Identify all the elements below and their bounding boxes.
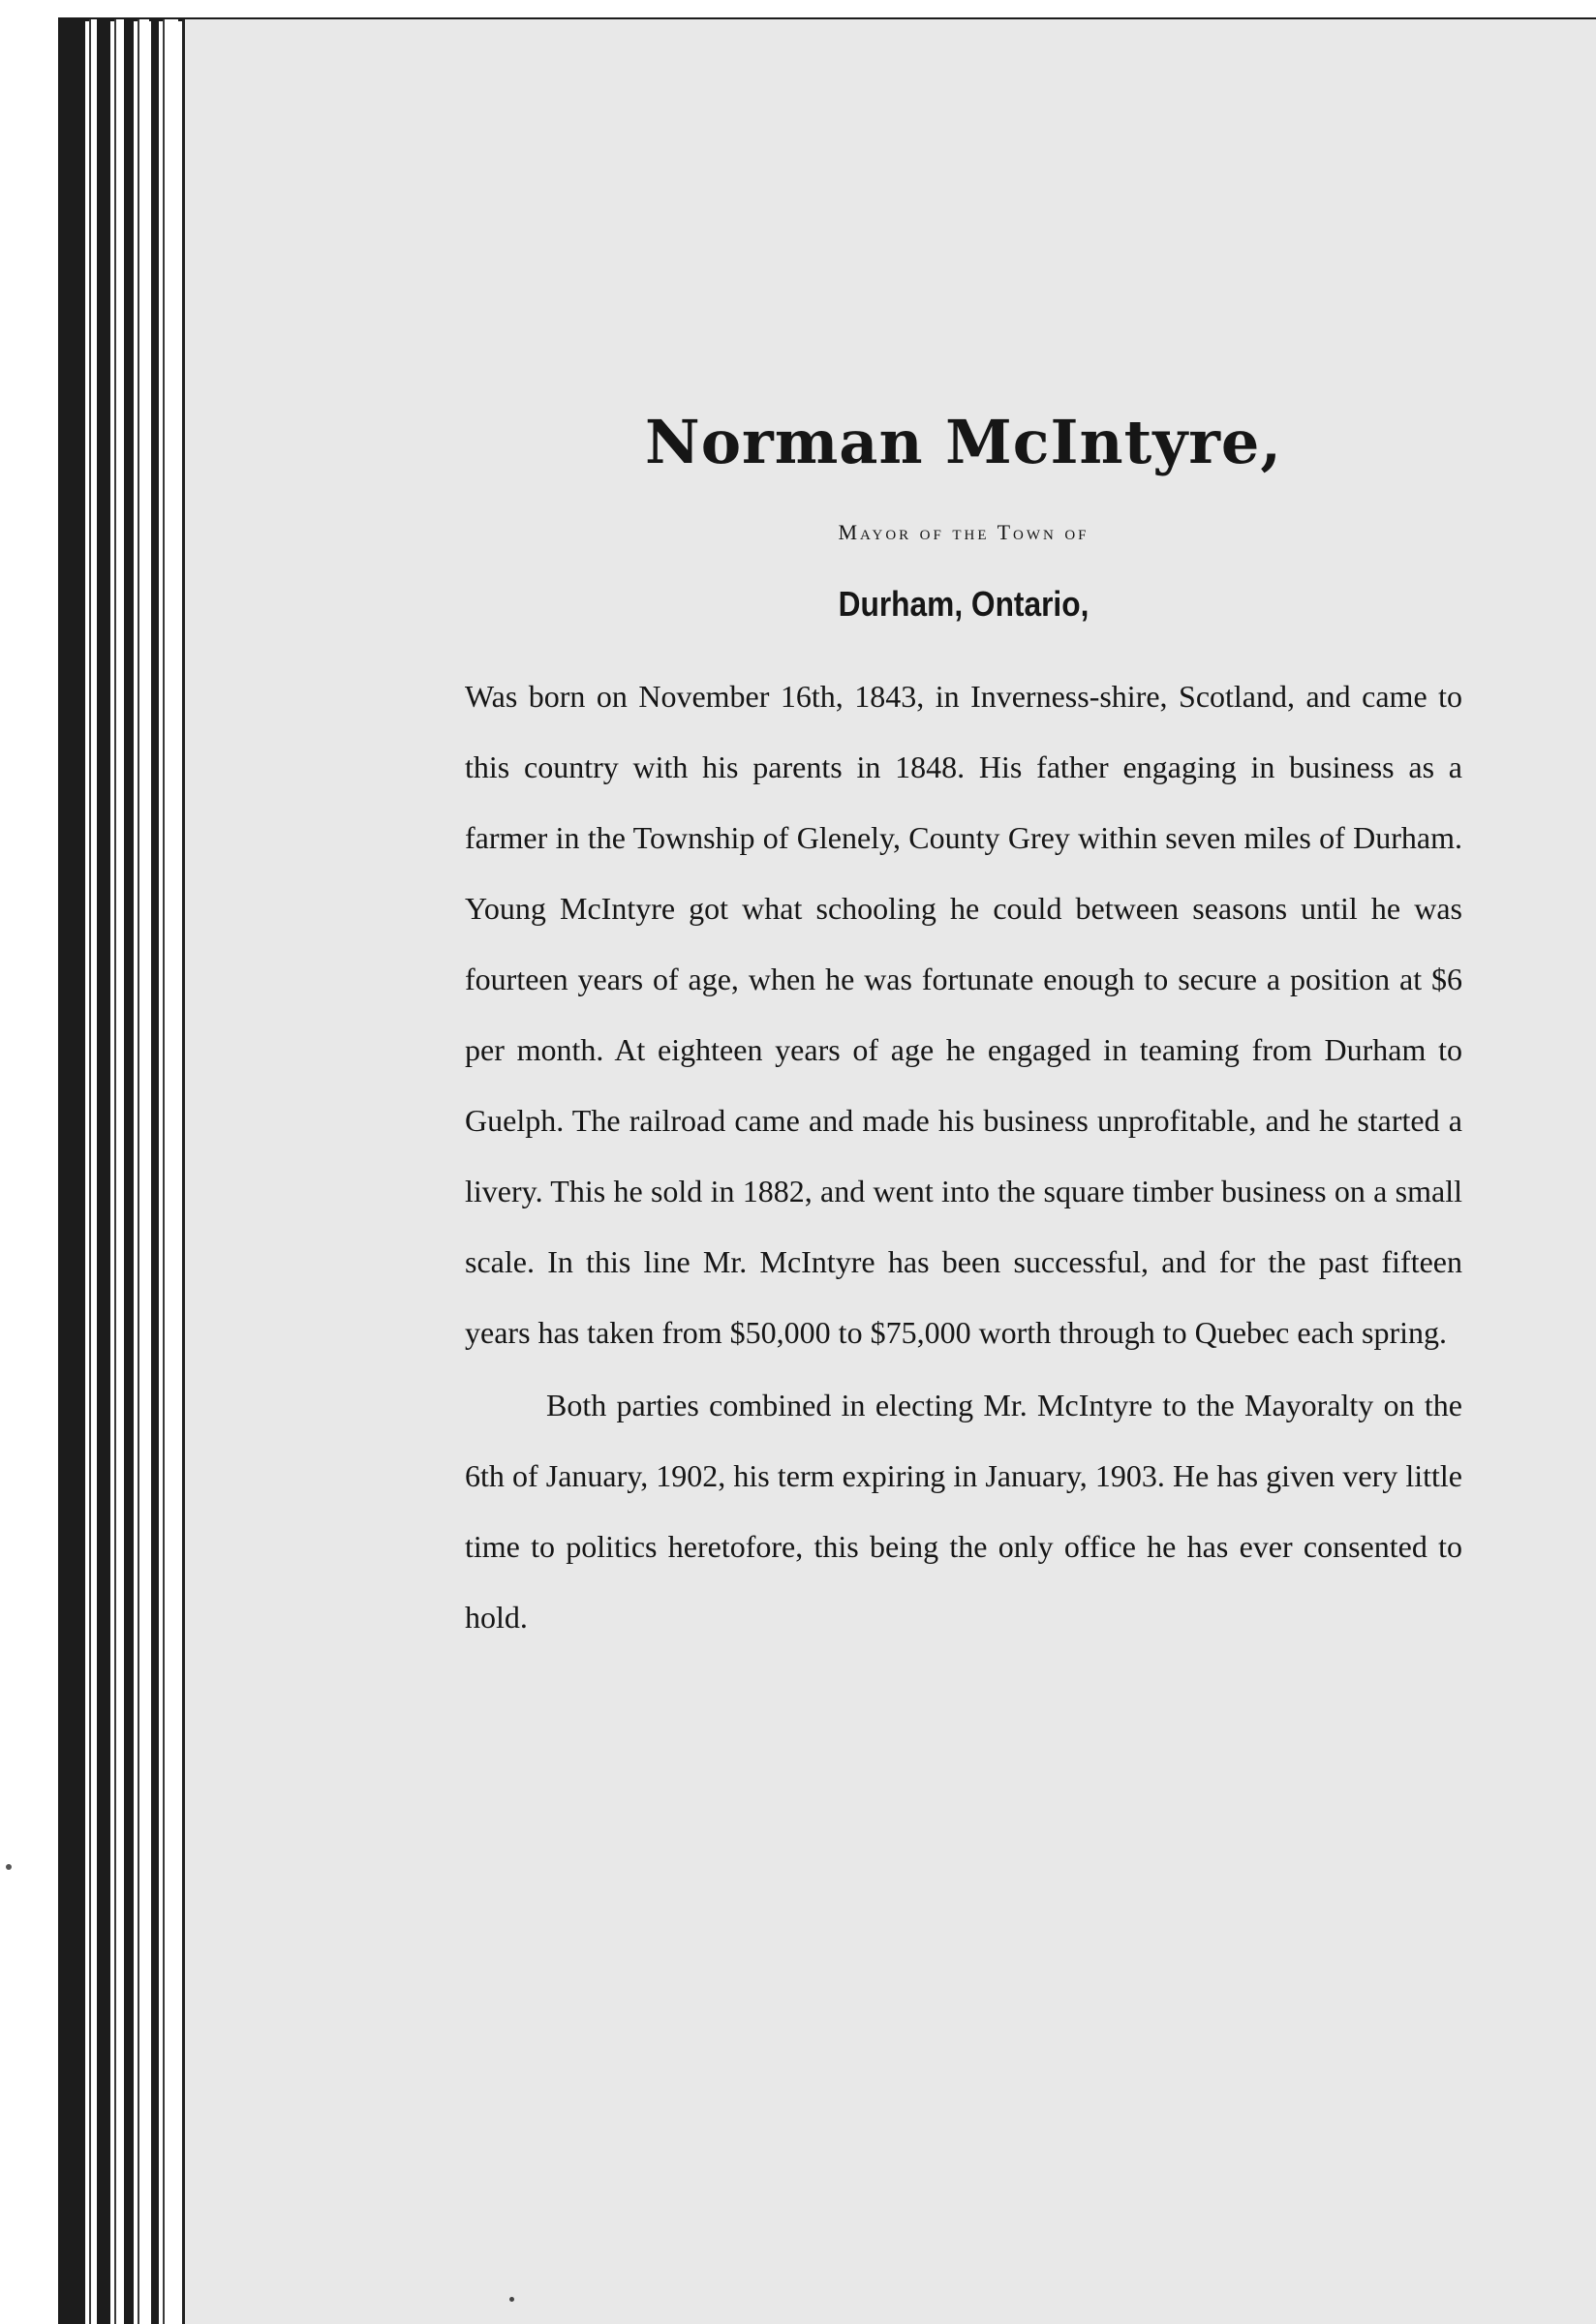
page-title: Norman McIntyre,	[645, 407, 1282, 477]
page-stack-edge	[97, 21, 110, 2324]
page-stack-edge	[89, 19, 97, 2324]
page-stack-edge	[163, 19, 178, 2324]
paragraph: Was born on November 16th, 1843, in Inverness-shire, Scotland, and came to this country with his parents in 1848. His father engaging in business as a farmer in the Township of Glenely, County Grey within seven miles of Durham. Young McIntyre got what schooling he could between seasons until he was fourteen years of age, when he was fortunate enough to secure a position at $6 per month. At eighteen years of age he engaged in teaming from Durham to Guelph. The railroad came and made his business unprofitable, and he started a livery. This he sold in 1882, and went into the square timber business on a small scale. In this line Mr. McIntyre has been successful, and for the past fifteen years has taken from $50,000 to $75,000 worth through to Quebec each spring.	[465, 679, 1462, 1350]
paragraph: Both parties combined in electing Mr. McIntyre to the Mayoralty on the 6th of January, 1902, his term expiring in January, 1903. He has given very little time to politics heretofore, this being the only office he has ever consented to hold.	[465, 1388, 1462, 1635]
page-stack-edge	[124, 21, 134, 2324]
page-stack-edge	[114, 19, 124, 2324]
place-heading: Durham, Ontario,	[838, 584, 1090, 624]
page-stack-edge	[138, 19, 149, 2324]
article	[465, 407, 1462, 1653]
page-stack-edge	[58, 21, 85, 2324]
subtitle: Mayor of the Town of	[838, 520, 1090, 544]
scan-mark	[6, 1864, 12, 1870]
page-stack-edge	[151, 21, 159, 2324]
scan-mark	[509, 2297, 514, 2302]
